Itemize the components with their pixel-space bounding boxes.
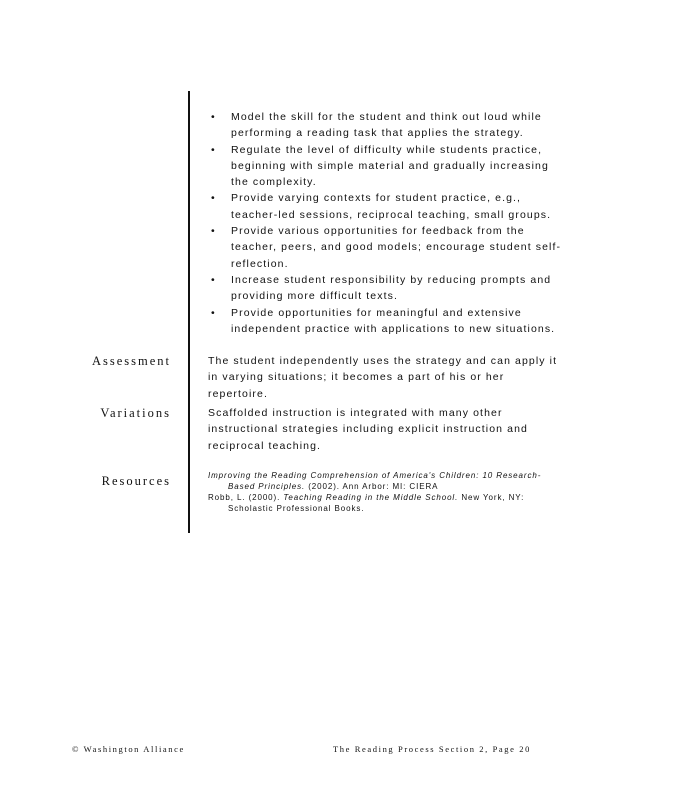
- footer-copyright: © Washington Alliance: [72, 744, 185, 754]
- list-item: • Model the skill for the student and think out loud while performing a reading task that applies the strategy.: [210, 109, 570, 142]
- section-divider-rule: [188, 91, 190, 533]
- reference-details: New York, NY: Scholastic Professional Books.: [228, 493, 525, 513]
- reference-title: Improving the Reading Comprehension of America's Children: 10 Research-Based Principles.: [208, 471, 542, 491]
- list-item: • Provide various opportunities for feedback from the teacher, peers, and good models; encourage student self-reflection.: [210, 223, 570, 272]
- assessment-heading: Assessment: [91, 354, 171, 368]
- list-item: • Provide opportunities for meaningful and extensive independent practice with applications to new situations.: [210, 305, 570, 338]
- resources-list: [208, 470, 558, 514]
- list-item: • Increase student responsibility by reducing prompts and providing more difficult texts.: [210, 272, 570, 305]
- variations-heading: Variations: [100, 406, 171, 420]
- footer-page-number: The Reading Process Section 2, Page 20: [333, 744, 531, 754]
- list-item: • Regulate the level of difficulty while students practice, beginning with simple material and gradually increasing the complexity.: [210, 142, 570, 191]
- reference-details: (2002). Ann Arbor: MI: CIERA: [305, 482, 439, 491]
- assessment-text: The student independently uses the strategy and can apply it in varying situations; it becomes a part of his or her repertoire.: [208, 355, 558, 400]
- resource-reference: [208, 470, 558, 492]
- reference-title: Teaching Reading in the Middle School.: [283, 493, 459, 502]
- resource-reference: [208, 492, 558, 514]
- resources-heading: Resources: [101, 474, 171, 488]
- variations-text: Scaffolded instruction is integrated with many other instructional strategies including explicit instruction and reciprocal teaching.: [208, 407, 528, 452]
- strategy-steps-list: [210, 109, 570, 337]
- list-item: • Provide varying contexts for student practice, e.g., teacher-led sessions, reciprocal teaching, small groups.: [210, 190, 570, 223]
- reference-author: Robb, L. (2000).: [208, 493, 284, 502]
